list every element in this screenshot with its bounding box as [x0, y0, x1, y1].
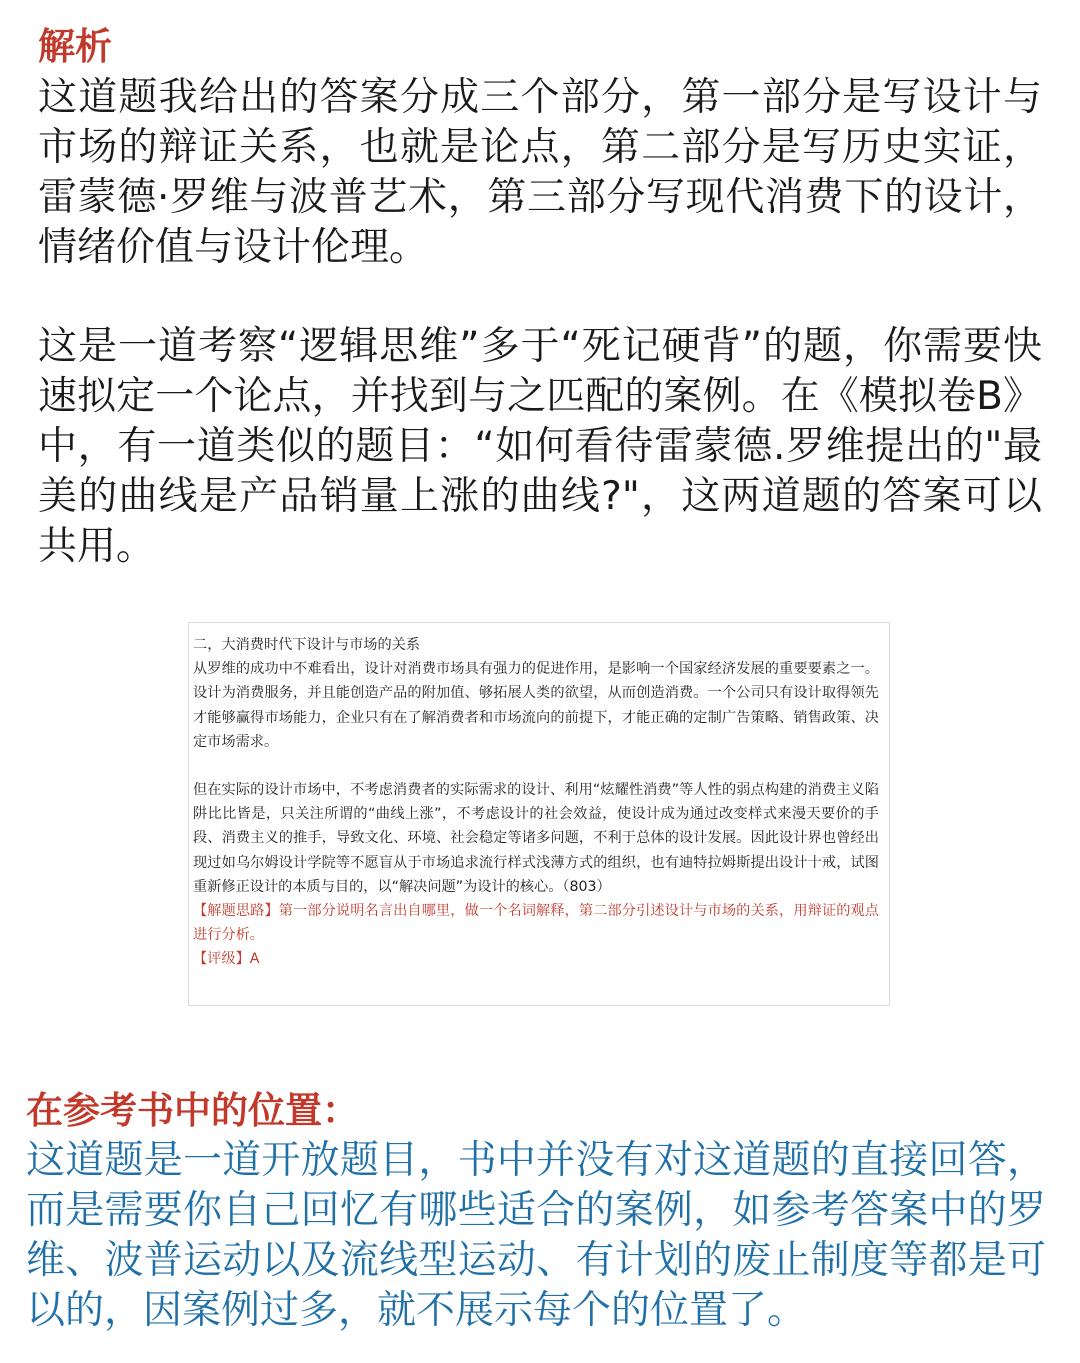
analysis-heading: 解析 [38, 25, 112, 68]
answer-excerpt-image [188, 622, 890, 1006]
excerpt-grade: 【评级】A [193, 951, 260, 968]
excerpt-paragraph-2: 但在实际的设计市场中，不考虑消费者的实际需求的设计、利用“炫耀性消费”等人性的弱点构建的消费主义陷阱比比皆是，只关注所谓的“曲线上涨”，不考虑设计的社会效益，使设计成为通过改变样式来漫天要价的手段、消费主义的推手，导致文化、环境、社会稳定等诸多问题，不利于总体的设计发展。因此设计界也曾经出现过如乌尔姆设计学院等不愿盲从于市场追求流行样式浅薄方式的组织，也有迪特拉姆斯提出设计十戒，试图重新修正设计的本质与目的，以“解决问题”为设计的核心。（803） [193, 782, 879, 895]
location-paragraph: 这道题是一道开放题目，书中并没有对这道题的直接回答，而是需要你自己回忆有哪些适合的案例，如参考答案中的罗维、波普运动以及流线型运动、有计划的废止制度等都是可以的，因案例过多，就不展示每个的位置了。 [26, 1138, 1046, 1333]
excerpt-title: 二，大消费时代下设计与市场的关系 [193, 637, 421, 653]
analysis-paragraph-1: 这道题我给出的答案分成三个部分，第一部分是写设计与市场的辩证关系，也就是论点，第二部分是写历史实证，雷蒙德·罗维与波普艺术，第三部分写现代消费下的设计，情绪价值与设计伦理。 [38, 75, 1042, 270]
analysis-paragraph-2: 这是一道考察“逻辑思维”多于“死记硬背”的题，你需要快速拟定一个论点，并找到与之匹配的案例。在《模拟卷B》中，有一道类似的题目：“如何看待雷蒙德.罗维提出的"最美的曲线是产品销量上涨的曲线?"，这两道题的答案可以共用。 [38, 324, 1042, 569]
excerpt-paragraph-1: 从罗维的成功中不难看出，设计对消费市场具有强力的促进作用，是影响一个国家经济发展的重要要素之一。设计为消费服务，并且能创造产品的附加值、够拓展人类的欲望，从而创造消费。一个公司只有设计取得领先才能够赢得市场能力，企业只有在了解消费者和市场流向的前提下，才能正确的定制广告策略、销售政策、决定市场需求。 [193, 661, 879, 750]
location-heading: 在参考书中的位置： [26, 1089, 359, 1132]
excerpt-approach: 【解题思路】第一部分说明名言出自哪里，做一个名词解释，第二部分引述设计与市场的关系，用辩证的观点进行分析。 [193, 903, 879, 944]
